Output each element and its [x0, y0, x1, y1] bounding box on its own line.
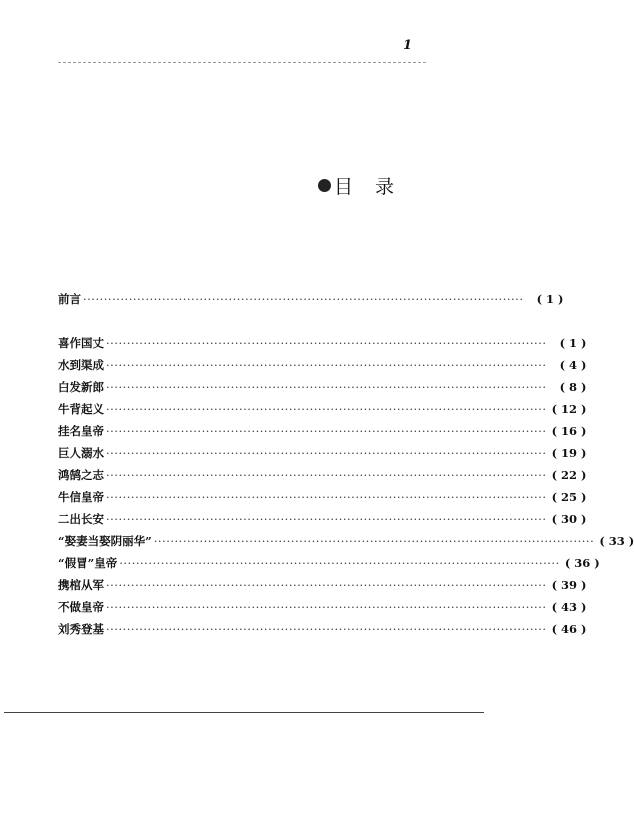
toc-entry-page: ( 22 ): [551, 468, 587, 482]
toc-leader-dots: ··········································································································: [153, 534, 595, 548]
toc-leader-dots: ··········································································································: [106, 424, 547, 438]
toc-entry-page: ( 16 ): [551, 424, 587, 438]
toc-entry-label: 牛信皇帝: [58, 490, 104, 504]
toc-entry[interactable]: [58, 467, 587, 483]
toc-entry-label: 巨人溺水: [58, 446, 104, 460]
toc-leader-dots: ··········································································································: [106, 358, 547, 372]
title-char-2: 录: [375, 176, 397, 198]
toc-entry[interactable]: [58, 489, 587, 505]
toc-leader-dots: ··········································································································: [83, 292, 524, 306]
toc-entry[interactable]: [58, 335, 587, 351]
footer-rule: [4, 712, 484, 713]
toc-leader-dots: ··········································································································: [106, 600, 547, 614]
toc-leader-dots: ··········································································································: [106, 402, 547, 416]
toc-entry[interactable]: [58, 533, 634, 549]
toc-entry-label: 携棺从军: [58, 578, 104, 592]
toc-entry-page: ( 1 ): [559, 336, 587, 350]
toc-entry-page: ( 12 ): [551, 402, 587, 416]
title-char-1: 目: [334, 176, 356, 198]
toc-entry-page: ( 43 ): [551, 600, 587, 614]
toc-entry-label: 牛背起义: [58, 402, 104, 416]
toc-leader-dots: ··········································································································: [106, 468, 547, 482]
toc-entry[interactable]: [58, 577, 587, 593]
toc-entry-label: 二出长安: [58, 512, 104, 526]
toc-entry-page: ( 36 ): [564, 556, 600, 570]
toc-entry-label: “娶妻当娶阴丽华”: [58, 534, 152, 548]
toc-entry-page: ( 1 ): [536, 292, 564, 306]
toc-entry-page: ( 46 ): [551, 622, 587, 636]
toc-leader-dots: ··········································································································: [106, 512, 547, 526]
toc-entry-page: ( 25 ): [551, 490, 587, 504]
toc-entry[interactable]: [58, 599, 587, 615]
toc-entry-label: 刘秀登基: [58, 622, 104, 636]
page-title: [318, 172, 396, 199]
toc-entry-page: ( 8 ): [559, 380, 587, 394]
page-number: 1: [403, 38, 413, 53]
toc-leader-dots: ··········································································································: [119, 556, 560, 570]
toc-entry[interactable]: [58, 423, 587, 439]
toc-entry[interactable]: [58, 511, 587, 527]
toc-entry-page: ( 4 ): [559, 358, 587, 372]
toc-entry-page: ( 30 ): [551, 512, 587, 526]
toc-entry-label: 不做皇帝: [58, 600, 104, 614]
toc-entry-label: 挂名皇帝: [58, 424, 104, 438]
toc-leader-dots: ··········································································································: [106, 578, 547, 592]
toc-entry-page: ( 33 ): [599, 534, 634, 548]
title-bullet-icon: [318, 179, 331, 192]
toc-entry-label: 水到渠成: [58, 358, 104, 372]
toc-entry[interactable]: [58, 621, 587, 637]
toc-entry-label: 白发新郎: [58, 380, 104, 394]
toc-entry-page: ( 19 ): [551, 446, 587, 460]
toc-leader-dots: ··········································································································: [106, 490, 547, 504]
toc-entry[interactable]: [58, 555, 600, 571]
toc-leader-dots: ··········································································································: [106, 380, 547, 394]
toc-entry[interactable]: [58, 357, 587, 373]
toc-leader-dots: ··········································································································: [106, 336, 547, 350]
toc-entry[interactable]: [58, 379, 587, 395]
toc-entry-page: ( 39 ): [551, 578, 587, 592]
toc-entry[interactable]: [58, 401, 587, 417]
toc-entry-label: 喜作国丈: [58, 336, 104, 350]
toc-leader-dots: ··········································································································: [106, 622, 547, 636]
header-rule: [58, 62, 426, 63]
toc-entry-preface[interactable]: [58, 291, 564, 307]
toc-entry-label: “假冒”皇帝: [58, 556, 118, 570]
toc-entry-label: 鸿鹄之志: [58, 468, 104, 482]
toc-entry[interactable]: [58, 445, 587, 461]
toc-leader-dots: ··········································································································: [106, 446, 547, 460]
toc-entry-label: 前言: [58, 292, 81, 306]
